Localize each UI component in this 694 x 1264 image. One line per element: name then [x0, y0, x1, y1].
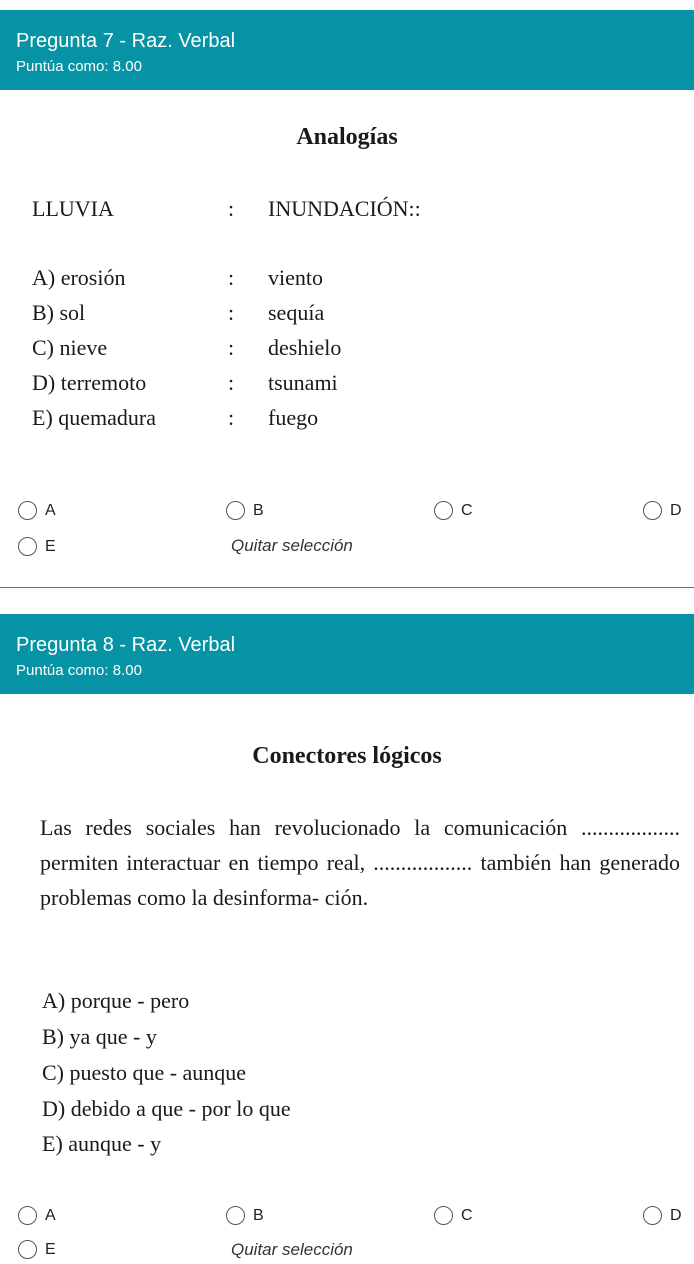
- q8-option-a: A) porque - pero: [42, 988, 190, 1013]
- question-8-points: Puntúa como: 8.00: [16, 662, 142, 679]
- question-8-paragraph: Las redes sociales han revolucionado la comunicación .................. permiten interactuar en tiempo real, .................. también han generado problemas como la desinforma- ción.: [40, 815, 680, 910]
- radio-circle-icon[interactable]: [226, 501, 245, 520]
- question-8-header: [0, 614, 694, 694]
- q7-radio-e[interactable]: [18, 537, 56, 556]
- radio-circle-icon[interactable]: [18, 537, 37, 556]
- radio-circle-icon[interactable]: [18, 1206, 37, 1225]
- q7-radio-a[interactable]: [18, 501, 56, 520]
- q8-radio-d-label: D: [670, 1206, 682, 1224]
- q8-radio-d[interactable]: [643, 1206, 682, 1225]
- question-8-title: Pregunta 8 - Raz. Verbal: [16, 634, 236, 656]
- q7-option-e-colon: :: [228, 405, 235, 430]
- q7-option-a-right: viento: [268, 265, 323, 290]
- q7-radio-d[interactable]: [643, 501, 682, 520]
- q8-radio-c-label: C: [461, 1206, 473, 1224]
- radio-circle-icon[interactable]: [434, 1206, 453, 1225]
- premise-right: INUNDACIÓN::: [268, 196, 421, 221]
- q8-radio-b[interactable]: [226, 1206, 264, 1225]
- q8-option-e: E) aunque - y: [42, 1131, 162, 1156]
- q8-option-c: C) puesto que - aunque: [42, 1060, 247, 1085]
- q8-radio-c[interactable]: [434, 1206, 473, 1225]
- q7-radio-c-label: C: [461, 501, 473, 519]
- question-7-section-title: Analogías: [296, 124, 398, 150]
- q7-radio-d-label: D: [670, 501, 682, 519]
- q7-option-d-colon: :: [228, 370, 235, 395]
- radio-circle-icon[interactable]: [18, 1240, 37, 1259]
- question-7-title: Pregunta 7 - Raz. Verbal: [16, 30, 236, 52]
- q7-option-d-left: D) terremoto: [32, 370, 147, 395]
- q8-option-b: B) ya que - y: [42, 1024, 157, 1049]
- radio-circle-icon[interactable]: [226, 1206, 245, 1225]
- radio-circle-icon[interactable]: [434, 501, 453, 520]
- q7-radio-a-label: A: [45, 501, 56, 519]
- radio-circle-icon[interactable]: [18, 501, 37, 520]
- q8-option-d: D) debido a que - por lo que: [42, 1096, 291, 1121]
- q7-option-b-colon: :: [228, 300, 235, 325]
- q7-option-b-right: sequía: [268, 300, 325, 325]
- q7-radio-e-label: E: [45, 537, 56, 555]
- q7-option-c-colon: :: [228, 335, 235, 360]
- q8-radio-e-label: E: [45, 1240, 56, 1258]
- q7-option-e-right: fuego: [268, 405, 319, 430]
- q7-radio-b-label: B: [253, 501, 264, 519]
- radio-circle-icon[interactable]: [643, 1206, 662, 1225]
- q7-option-c-left: C) nieve: [32, 335, 108, 360]
- q8-radio-a[interactable]: [18, 1206, 56, 1225]
- q7-option-e-left: E) quemadura: [32, 405, 156, 430]
- q8-radio-e[interactable]: [18, 1240, 56, 1259]
- question-7-header: [0, 10, 694, 90]
- q7-option-c-right: deshielo: [268, 335, 342, 360]
- radio-circle-icon[interactable]: [643, 501, 662, 520]
- premise-left: LLUVIA: [32, 196, 114, 221]
- q7-radio-b[interactable]: [226, 501, 264, 520]
- q8-radio-b-label: B: [253, 1206, 264, 1224]
- question-8-section-title: Conectores lógicos: [252, 743, 442, 769]
- q7-option-a-left: A) erosión: [32, 265, 126, 290]
- q8-clear-selection-link[interactable]: Quitar selección: [231, 1240, 353, 1259]
- question-divider: [0, 587, 694, 588]
- q7-radio-c[interactable]: [434, 501, 473, 520]
- q7-option-a-colon: :: [228, 265, 235, 290]
- premise-colon: :: [228, 196, 235, 221]
- q7-option-b-left: B) sol: [32, 300, 86, 325]
- q7-option-d-right: tsunami: [268, 370, 338, 395]
- question-7-points: Puntúa como: 8.00: [16, 58, 142, 75]
- q8-radio-a-label: A: [45, 1206, 56, 1224]
- q7-clear-selection-link[interactable]: Quitar selección: [231, 536, 353, 555]
